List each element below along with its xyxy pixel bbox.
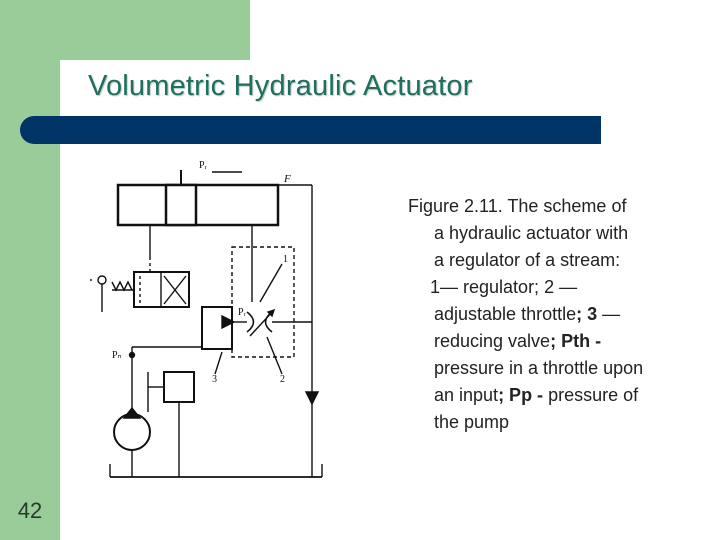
caption-text-pressure: pressure of [543, 385, 639, 405]
caption-text-valve: reducing valve [434, 331, 551, 351]
caption-num-2: 2 [544, 277, 555, 297]
caption-num-3: ; 3 [576, 304, 598, 324]
caption-line-9: the pump [434, 412, 510, 432]
label-p-pump: Pₙ [112, 350, 122, 361]
label-three: 3 [212, 374, 217, 385]
figure-caption [408, 193, 708, 436]
slide-title: Volumetric Hydraulic Actuator [88, 70, 473, 102]
page-number: 42 [17, 498, 43, 523]
caption-line-5 [408, 301, 708, 328]
title-rule [20, 116, 601, 144]
reducing-valve [202, 307, 232, 349]
spring-knob [98, 276, 106, 284]
label-one: 1 [283, 254, 288, 265]
caption-text-throttle: adjustable throttle [434, 304, 577, 324]
caption-pth: ; Pth - [550, 331, 602, 351]
relief-valve [164, 372, 194, 402]
piston [166, 185, 196, 225]
label-two: 2 [280, 374, 285, 385]
caption-text-regulator: — regulator; [440, 277, 545, 297]
caption-line-2: a hydraulic actuator with [434, 223, 629, 243]
pump [114, 414, 150, 450]
adjustable-throttle [247, 312, 272, 332]
label-force: F [284, 173, 291, 185]
hydraulic-scheme-diagram [82, 152, 342, 497]
label-p-reg: Pᵣ [238, 307, 246, 318]
caption-line-1: Figure 2.11. The scheme of [408, 196, 627, 216]
cylinder-body [118, 185, 278, 225]
caption-dash-3: — [597, 304, 621, 324]
side-accent-bar [0, 0, 60, 540]
caption-line-7: pressure in a throttle upon [434, 358, 644, 378]
caption-line-8 [408, 382, 708, 409]
caption-pp: ; Pp - [498, 385, 544, 405]
caption-line-4 [408, 274, 708, 301]
label-p-top: Pᵣ [199, 160, 207, 171]
caption-dash-2: — [554, 277, 578, 297]
top-accent-bar [0, 0, 250, 60]
caption-line-6 [408, 328, 708, 355]
caption-text-input: an input [434, 385, 499, 405]
caption-num-1: 1 [430, 277, 441, 297]
caption-line-3: a regulator of a stream: [434, 250, 621, 270]
